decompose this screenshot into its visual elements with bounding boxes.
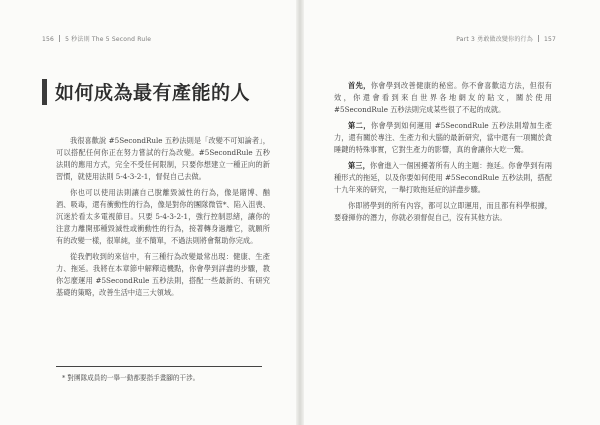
body-paragraph: 從我們收到的來信中，有三種行為改變最常出現：健康、生產力、拖延。我將在本章節中解釋這機點，你會學到詳盡的步驟，教你怎麼運用 #5SecondRule 五秒法則，搭配一些最新的、有研究基礎的策略，改善生活中這三大領域。 — [56, 252, 270, 297]
footnote-rule — [56, 366, 262, 367]
section-title: Part 3 勇敢做改變你的行為 — [456, 36, 533, 43]
body-paragraph: 你也可以使用法則讓自己脫離毀滅性的行為，像是賭博、酗酒、吸毒，還有衝動性的行為，像是對你的團隊微管*、陷入沮喪、沉迷於看太多電視節目。只要 5-4-3-2-1，強行控制思緒，讓你的注意力離開那種毀滅性或衝動性的行為，接著轉身過離它，就願所有的改變一樣，很單純，並不簡單，不過法則將會幫助你完成。 — [56, 188, 270, 245]
paragraph-text: 你會學到如何運用 #5SecondRule 五秒法則增加生產力，還有關於專注、生產力和大腦的最新研究，當中還有一項關於貪睡鍵的特殊事實，它對生產力的影響，真的會讓你大吃一驚。 — [334, 121, 552, 154]
chapter-heading — [42, 78, 250, 105]
chapter-title: 如何成為最有產能的人 — [55, 82, 251, 104]
header-divider — [538, 35, 539, 42]
body-paragraph — [334, 120, 552, 156]
right-page-body — [334, 80, 552, 228]
right-running-header — [456, 34, 556, 43]
book-title: 5 秒法則 The 5 Second Rule — [65, 36, 152, 43]
paragraph-lead: 第二， — [348, 121, 371, 130]
paragraph-lead: 第三， — [348, 161, 370, 170]
heading-accent-bar — [42, 79, 47, 105]
left-page-number: 156 — [42, 36, 55, 43]
paragraph-text: 你即將學到的所有內容，都可以立即運用，而且都有科學根據，要發揮你的潛力，你就必須督促自己，沒有其他方法。 — [334, 201, 552, 222]
body-paragraph — [334, 80, 552, 116]
body-paragraph: 我很喜歡說 #5SecondRule 五秒法則是「改變不可知論者」，可以搭配任何你正在努力嘗試的行為改變。#5SecondRule 五秒法則的應用方式，完全不受任何限制，只要你想建立一種正向的新習慣，就使用法則 5-4-3-2-1，督促自己去做。 — [56, 136, 270, 181]
page-gutter — [296, 0, 304, 425]
body-paragraph — [334, 160, 552, 196]
header-divider — [59, 35, 60, 42]
paragraph-text: 你會學到改善健康的秘密。你不會喜歡這方法，但很有效，你還會看到來自世界各地網友的貼文，關於使用 #5SecondRule 五秒法則完成某些很了不起的成就。 — [334, 81, 552, 114]
body-paragraph — [334, 200, 552, 224]
left-running-header — [42, 34, 151, 43]
paragraph-lead: 首先， — [348, 81, 371, 90]
right-page-number: 157 — [543, 36, 556, 43]
footnote: * 對團隊成員的一舉一動都要指手畫腳的干涉。 — [62, 374, 200, 382]
left-page-body — [56, 135, 270, 303]
paragraph-text: 你會進入一個困擾著所有人的主題：拖延。你會學到有兩種形式的拖延，以及你要如何使用 #5SecondRule 五秒法則，搭配十九年來的研究，一舉打敗拖延症的詳盡步驟。 — [334, 161, 552, 194]
